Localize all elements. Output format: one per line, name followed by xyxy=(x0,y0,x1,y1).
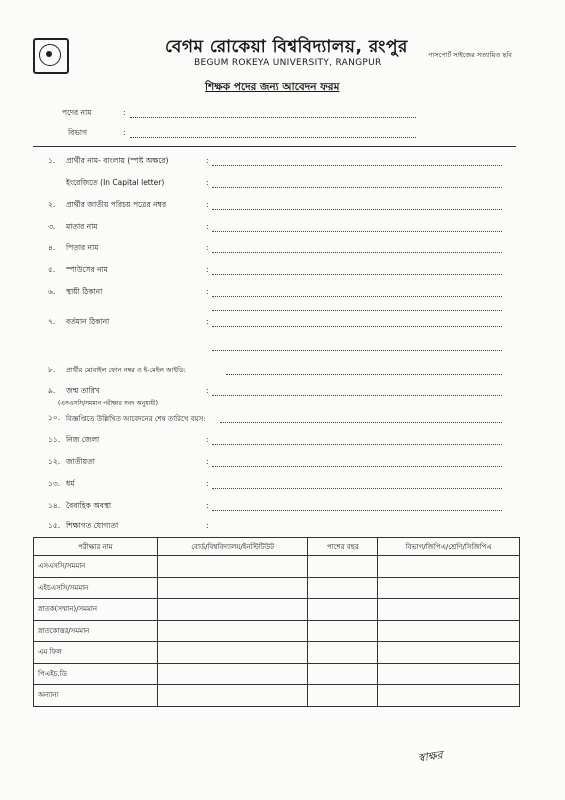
field-input-phone-email[interactable] xyxy=(226,374,502,375)
field-input-nid[interactable] xyxy=(212,209,502,210)
birth-date-note: (এসএসসি/সমমান পরীক্ষার সনদ অনুযায়ী) xyxy=(58,400,159,407)
field-label-mother-name: মাতার নাম xyxy=(66,222,98,231)
exam-name-cell: এইচএসসি/সমমান xyxy=(34,577,158,599)
field-label-post: পদের নাম xyxy=(62,108,92,117)
field-input-home-district[interactable] xyxy=(212,444,502,445)
result-cell[interactable] xyxy=(378,663,520,685)
result-cell[interactable] xyxy=(378,577,520,599)
field-input-name-bangla[interactable] xyxy=(212,165,502,166)
exam-name-cell: স্নাতকোত্তর/সমমান xyxy=(34,620,158,642)
table-row xyxy=(34,685,520,707)
result-cell[interactable] xyxy=(378,556,520,578)
year-cell[interactable] xyxy=(308,663,378,685)
table-row xyxy=(34,599,520,621)
field-input-nationality[interactable] xyxy=(212,466,502,467)
institution-cell[interactable] xyxy=(157,663,308,685)
year-cell[interactable] xyxy=(308,599,378,621)
field-input-father-name[interactable] xyxy=(212,252,502,253)
institution-cell[interactable] xyxy=(157,556,308,578)
year-cell[interactable] xyxy=(308,620,378,642)
field-input-name-english[interactable] xyxy=(212,187,502,188)
year-cell[interactable] xyxy=(308,556,378,578)
field-label-phone-email: প্রার্থীর মোবাইল ফোন নম্বর ও ই-মেইল আইডি: xyxy=(66,366,186,374)
table-row xyxy=(34,577,520,599)
field-input-religion[interactable] xyxy=(212,488,502,489)
signature: স্বাক্ষর xyxy=(417,748,444,765)
table-row xyxy=(34,642,520,664)
field-input-permanent-address[interactable] xyxy=(212,296,502,297)
year-cell[interactable] xyxy=(308,642,378,664)
table-header-row xyxy=(34,538,520,556)
field-input-department[interactable] xyxy=(130,137,416,138)
field-label-education: শিক্ষাগত যোগ্যতা xyxy=(66,521,119,530)
table-row xyxy=(34,663,520,685)
institution-cell[interactable] xyxy=(157,642,308,664)
field-label-home-district: নিজ জেলা xyxy=(66,435,100,444)
result-cell[interactable] xyxy=(378,599,520,621)
field-label-religion: ধর্ম xyxy=(66,479,75,488)
field-input-mother-name[interactable] xyxy=(212,231,502,232)
exam-name-cell: এম ফিল xyxy=(34,642,158,664)
field-input-birth-date[interactable] xyxy=(212,395,502,396)
field-label-age: বিজ্ঞপ্তিতে উল্লিখিত আবেদনের শেষ তারিখে বয়স: xyxy=(66,415,206,423)
field-label-present-address: বর্তমান ঠিকানা xyxy=(66,317,110,326)
institution-cell[interactable] xyxy=(157,685,308,707)
field-label-birth-date: জন্ম তারিখ xyxy=(66,386,100,395)
field-input-permanent-address-line2[interactable] xyxy=(212,310,502,311)
university-seal-icon xyxy=(33,38,69,74)
year-cell[interactable] xyxy=(308,685,378,707)
university-name-english: BEGUM ROKEYA UNIVERSITY, RANGPUR xyxy=(194,58,382,68)
field-label-nationality: জাতীয়তা xyxy=(66,457,95,466)
field-input-spouse-name[interactable] xyxy=(212,274,502,275)
field-input-post[interactable] xyxy=(130,117,416,118)
column-header-year: পাশের বছর xyxy=(308,538,378,556)
form-title: শিক্ষক পদের জন্য আবেদন ফরম xyxy=(205,81,340,93)
qualifications-table xyxy=(33,537,520,707)
field-input-age[interactable] xyxy=(220,422,502,423)
column-header-result: বিভাগ/জিপিএ/শ্রেণি/সিজিপিএ xyxy=(378,538,520,556)
table-row xyxy=(34,556,520,578)
column-header-exam: পরীক্ষার নাম xyxy=(34,538,158,556)
result-cell[interactable] xyxy=(378,642,520,664)
field-label-name-bangla: প্রার্থীর নাম- বাংলায় (স্পষ্ট অক্ষরে) xyxy=(66,156,169,165)
field-label-permanent-address: স্থায়ী ঠিকানা xyxy=(66,287,103,296)
photo-box-label: পাসপোর্ট সাইজের সত্যায়িত ছবি xyxy=(428,51,512,59)
field-input-present-address[interactable] xyxy=(212,326,502,327)
field-input-marital-status[interactable] xyxy=(212,510,502,511)
field-label-spouse-name: স্পাউসের নাম xyxy=(66,265,108,274)
result-cell[interactable] xyxy=(378,685,520,707)
field-label-name-english: ইংরেজিতে (In Capital letter) xyxy=(66,178,165,187)
exam-name-cell: পিএইচ.ডি xyxy=(34,663,158,685)
institution-cell[interactable] xyxy=(157,620,308,642)
table-row xyxy=(34,620,520,642)
field-label-father-name: পিতার নাম xyxy=(66,243,99,252)
result-cell[interactable] xyxy=(378,620,520,642)
column-header-institution: বোর্ড/বিশ্ববিদ্যালয়/ইনস্টিটিউট xyxy=(157,538,308,556)
field-label-nid: প্রার্থীর জাতীয় পরিচয় পত্রের নম্বর xyxy=(66,200,167,209)
institution-cell[interactable] xyxy=(157,577,308,599)
year-cell[interactable] xyxy=(308,577,378,599)
field-label-marital-status: বৈবাহিক অবস্থা xyxy=(66,501,112,510)
field-input-present-address-line2[interactable] xyxy=(212,350,502,351)
divider-line xyxy=(33,146,516,147)
field-label-department: বিভাগ xyxy=(68,128,87,137)
exam-name-cell: এসএসসি/সমমান xyxy=(34,556,158,578)
institution-cell[interactable] xyxy=(157,599,308,621)
university-name-bangla: বেগম রোকেয়া বিশ্ববিদ্যালয়, রংপুর xyxy=(165,37,408,57)
exam-name-cell: অন্যান্য xyxy=(34,685,158,707)
exam-name-cell: স্নাতক(সম্মান)/সমমান xyxy=(34,599,158,621)
